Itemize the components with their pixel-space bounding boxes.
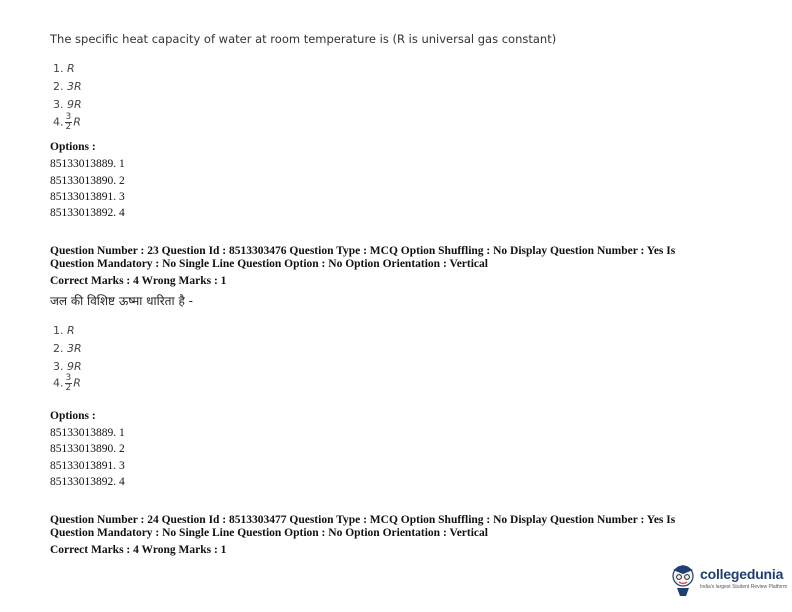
question-text-hindi: जल की विशिष्ट ऊष्मा धारिता है -	[50, 294, 193, 308]
option-code: 85133013889. 1	[50, 158, 125, 170]
question-meta: Question Number : 24 Question Id : 8513303477 Question Type : MCQ Option Shuffling : No Display Question Number : Yes Is	[50, 514, 676, 526]
option-code: 85133013891. 3	[50, 191, 125, 203]
option-2: 2. 3R	[53, 80, 82, 93]
question-text: The specific heat capacity of water at room temperature is (R is universal gas constant)	[50, 32, 557, 46]
brand-tagline: India's largest Student Review Platform	[700, 584, 788, 590]
option-4: 4. $\frac{3}{2}$ R	[53, 373, 81, 393]
option-code: 85133013890. 2	[50, 175, 125, 187]
fraction: $\frac{3}{2}$	[65, 373, 72, 393]
marks-line: Correct Marks : 4 Wrong Marks : 1	[50, 544, 227, 556]
option-3: 3. 9R	[53, 360, 82, 373]
options-label: Options :	[50, 410, 96, 422]
question-meta: Question Number : 23 Question Id : 8513303476 Question Type : MCQ Option Shuffling : No Display Question Number : Yes Is	[50, 245, 676, 257]
marks-line: Correct Marks : 4 Wrong Marks : 1	[50, 275, 227, 287]
options-label: Options :	[50, 141, 96, 153]
question-meta: Question Mandatory : No Single Line Question Option : No Option Orientation : Vertical	[50, 258, 488, 270]
brand-name: collegedunia	[700, 566, 784, 582]
option-code: 85133013891. 3	[50, 460, 125, 472]
option-1: 1. R	[53, 324, 75, 337]
fraction: $\frac{3}{2}$	[65, 112, 72, 132]
collegedunia-logo-icon	[668, 560, 698, 600]
option-code: 85133013889. 1	[50, 427, 125, 439]
option-2: 2. 3R	[53, 342, 82, 355]
option-code: 85133013892. 4	[50, 207, 125, 219]
option-3: 3. 9R	[53, 98, 82, 111]
option-code: 85133013892. 4	[50, 476, 125, 488]
option-code: 85133013890. 2	[50, 443, 125, 455]
option-1: 1. R	[53, 62, 75, 75]
question-meta: Question Mandatory : No Single Line Question Option : No Option Orientation : Vertical	[50, 527, 488, 539]
option-4: 4. $\frac{3}{2}$ R	[53, 112, 81, 132]
